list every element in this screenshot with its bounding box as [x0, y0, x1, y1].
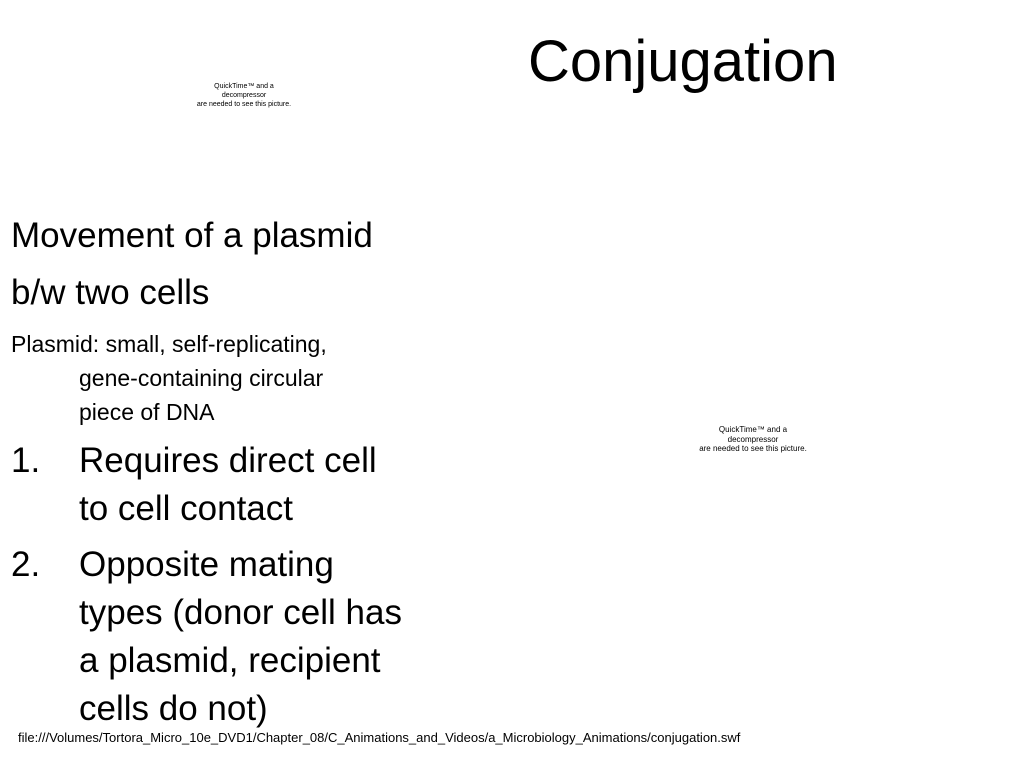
list-item-line: Requires direct cell [79, 441, 377, 480]
quicktime-placeholder-top [196, 82, 292, 109]
list-item-line: cells do not) [79, 689, 268, 728]
list-item-line: types (donor cell has [79, 593, 402, 632]
quicktime-line-3: are needed to see this picture. [196, 101, 292, 108]
animation-file-link[interactable]: file:///Volumes/Tortora_Micro_10e_DVD1/Chapter_08/C_Animations_and_Videos/a_Microbiology_Animations/conjugation.swf [18, 730, 741, 745]
list-item-text [79, 541, 459, 733]
quicktime-line-2: decompressor [727, 434, 779, 444]
slide-title: Conjugation [528, 29, 838, 94]
list-item [11, 437, 461, 533]
definition-line-1: Plasmid: small, self-replicating, [11, 331, 327, 357]
quicktime-placeholder-right [690, 425, 816, 454]
slide-body [11, 213, 461, 733]
plasmid-definition [11, 327, 461, 429]
list-item-text [79, 437, 459, 533]
list-item-number: 1. [11, 441, 41, 480]
list-item-line: a plasmid, recipient [79, 641, 381, 680]
list-item-line: Opposite mating [79, 545, 334, 584]
body-line-between-cells: b/w two cells [11, 273, 210, 312]
list-item-line: to cell contact [79, 489, 293, 528]
list-item [11, 541, 461, 733]
quicktime-line-1: QuickTime™ and a [718, 425, 788, 434]
definition-line-3: piece of DNA [79, 399, 215, 425]
list-item-number: 2. [11, 545, 41, 584]
quicktime-line-1: QuickTime™ and a [214, 83, 274, 90]
definition-line-2: gene-containing circular [79, 365, 324, 391]
body-line-movement: Movement of a plasmid [11, 216, 373, 255]
quicktime-line-2: decompressor [221, 92, 267, 99]
quicktime-line-3: are needed to see this picture. [699, 444, 807, 453]
